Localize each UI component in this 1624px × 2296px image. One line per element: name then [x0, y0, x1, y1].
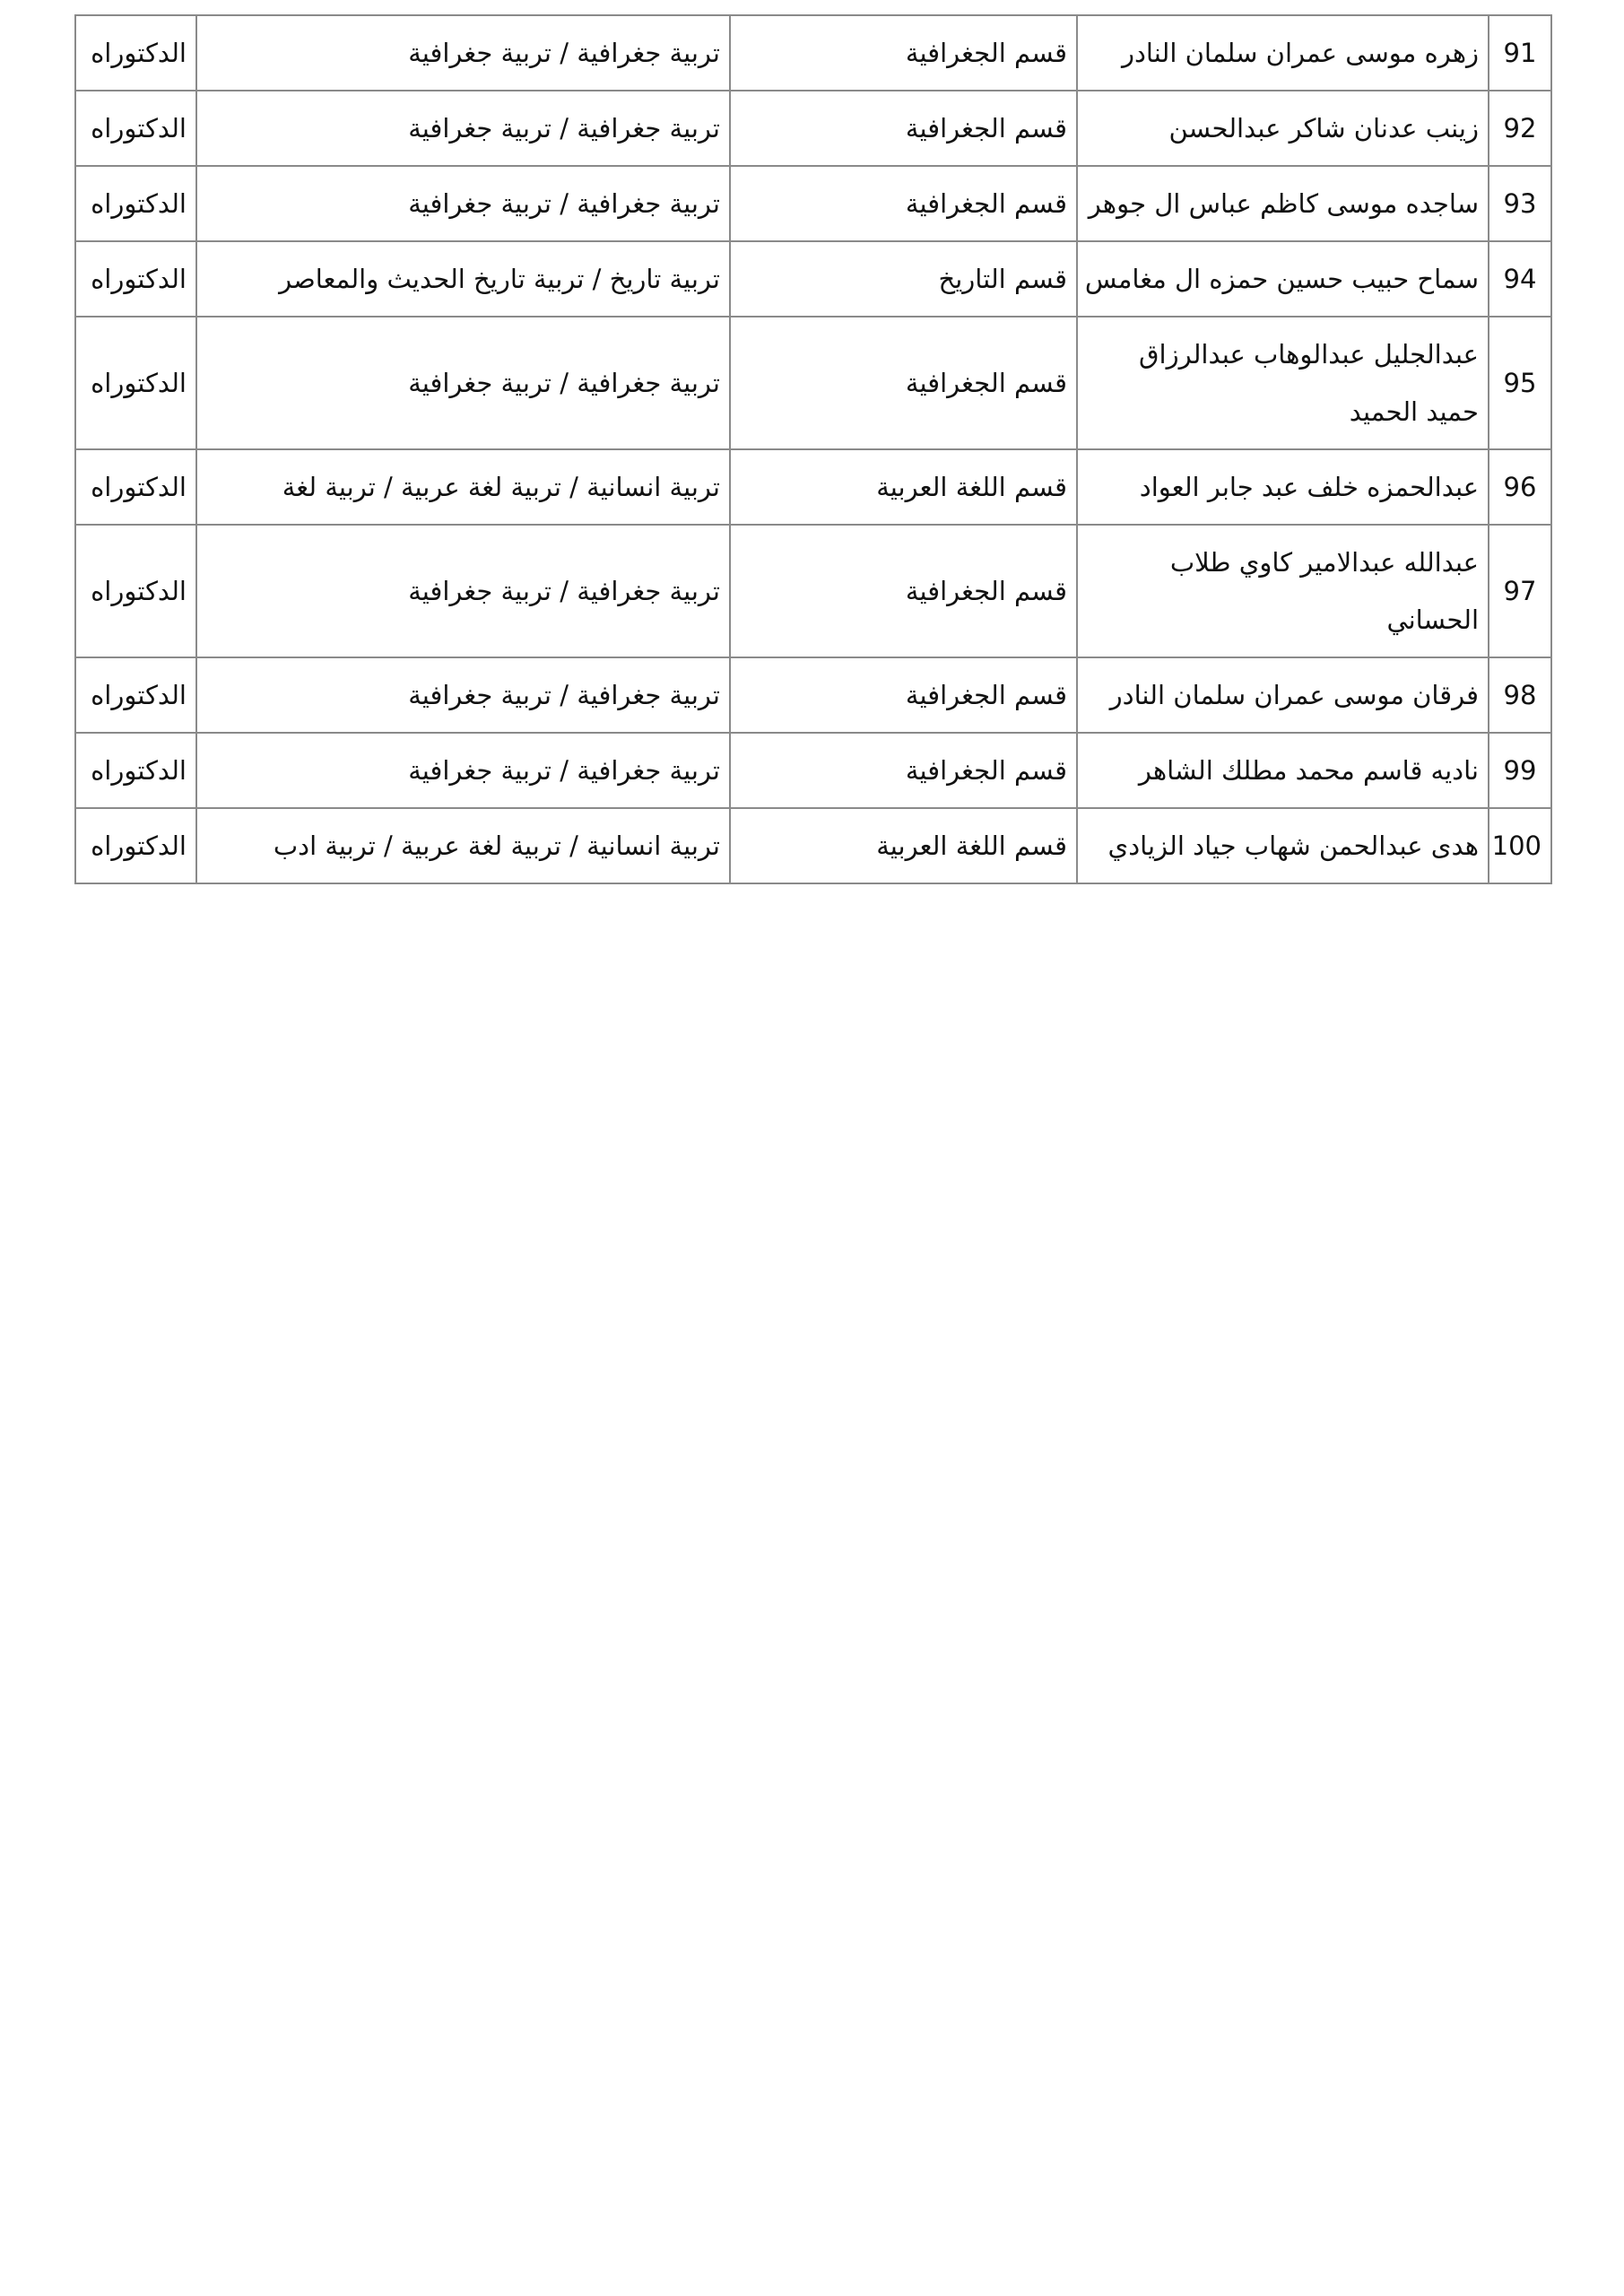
degree: الدكتوراه	[75, 241, 196, 317]
row-number: 98	[1489, 657, 1551, 733]
student-name: فرقان موسى عمران سلمان النادر	[1077, 657, 1489, 733]
student-name: سماح حبيب حسين حمزه ال مغامس	[1077, 241, 1489, 317]
table-row	[75, 241, 1551, 317]
row-number: 97	[1489, 525, 1551, 657]
row-number: 96	[1489, 449, 1551, 525]
department: قسم التاريخ	[730, 241, 1077, 317]
student-name: عبدالله عبدالامير كاوي طلاب الحساني	[1077, 525, 1489, 657]
specialization: تربية جغرافية / تربية جغرافية	[196, 657, 730, 733]
table-row	[75, 91, 1551, 166]
specialization: تربية جغرافية / تربية جغرافية	[196, 733, 730, 808]
student-name: هدى عبدالحمن شهاب جياد الزيادي	[1077, 808, 1489, 883]
department: قسم الجغرافية	[730, 317, 1077, 449]
row-number: 91	[1489, 15, 1551, 91]
specialization: تربية جغرافية / تربية جغرافية	[196, 525, 730, 657]
specialization: تربية جغرافية / تربية جغرافية	[196, 15, 730, 91]
department: قسم الجغرافية	[730, 525, 1077, 657]
degree: الدكتوراه	[75, 733, 196, 808]
row-number: 95	[1489, 317, 1551, 449]
degree: الدكتوراه	[75, 449, 196, 525]
table-row	[75, 657, 1551, 733]
department: قسم الجغرافية	[730, 91, 1077, 166]
specialization: تربية انسانية / تربية لغة عربية / تربية لغة	[196, 449, 730, 525]
specialization: تربية جغرافية / تربية جغرافية	[196, 91, 730, 166]
department: قسم الجغرافية	[730, 166, 1077, 241]
table-row	[75, 733, 1551, 808]
department: قسم الجغرافية	[730, 733, 1077, 808]
table-row	[75, 317, 1551, 449]
student-name: زهره موسى عمران سلمان النادر	[1077, 15, 1489, 91]
student-name: عبدالحمزه خلف عبد جابر العواد	[1077, 449, 1489, 525]
specialization: تربية تاريخ / تربية تاريخ الحديث والمعاصر	[196, 241, 730, 317]
degree: الدكتوراه	[75, 166, 196, 241]
table-row	[75, 525, 1551, 657]
graduates-table	[74, 14, 1552, 884]
table-row	[75, 449, 1551, 525]
department: قسم الجغرافية	[730, 15, 1077, 91]
table-row	[75, 166, 1551, 241]
degree: الدكتوراه	[75, 15, 196, 91]
table-row	[75, 808, 1551, 883]
student-name: ناديه قاسم محمد مطلك الشاهر	[1077, 733, 1489, 808]
degree: الدكتوراه	[75, 317, 196, 449]
department: قسم اللغة العربية	[730, 449, 1077, 525]
row-number: 94	[1489, 241, 1551, 317]
specialization: تربية جغرافية / تربية جغرافية	[196, 317, 730, 449]
table-row	[75, 15, 1551, 91]
degree: الدكتوراه	[75, 525, 196, 657]
degree: الدكتوراه	[75, 657, 196, 733]
row-number: 100	[1489, 808, 1551, 883]
student-name: زينب عدنان شاكر عبدالحسن	[1077, 91, 1489, 166]
student-name: عبدالجليل عبدالوهاب عبدالرزاق حميد الحميد	[1077, 317, 1489, 449]
student-name: ساجده موسى كاظم عباس ال جوهر	[1077, 166, 1489, 241]
table-body	[75, 15, 1551, 883]
row-number: 99	[1489, 733, 1551, 808]
degree: الدكتوراه	[75, 808, 196, 883]
specialization: تربية انسانية / تربية لغة عربية / تربية ادب	[196, 808, 730, 883]
degree: الدكتوراه	[75, 91, 196, 166]
row-number: 92	[1489, 91, 1551, 166]
specialization: تربية جغرافية / تربية جغرافية	[196, 166, 730, 241]
department: قسم الجغرافية	[730, 657, 1077, 733]
department: قسم اللغة العربية	[730, 808, 1077, 883]
row-number: 93	[1489, 166, 1551, 241]
